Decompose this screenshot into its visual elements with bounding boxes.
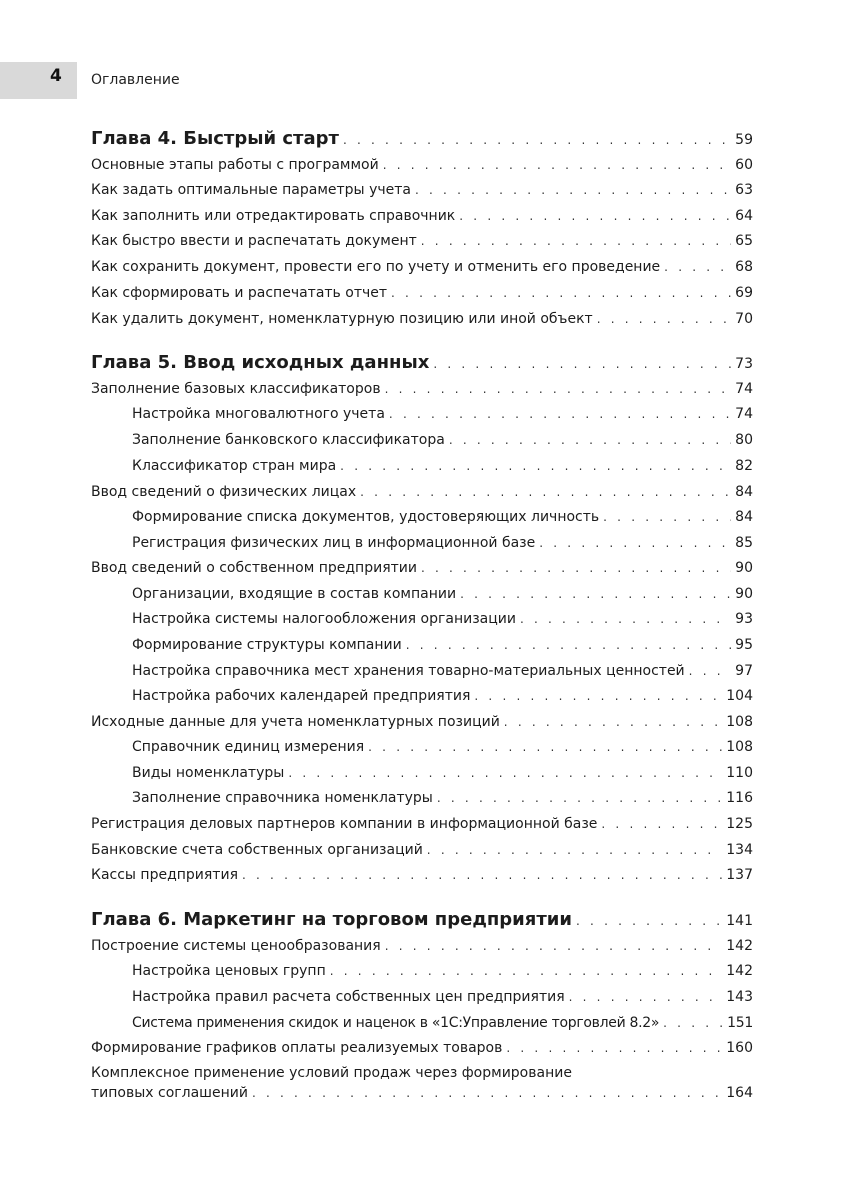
toc-page: 68	[735, 259, 753, 275]
dot-leader	[415, 183, 731, 197]
toc-page: 82	[735, 458, 753, 474]
toc-title: Настройка многовалютного учета	[132, 406, 385, 422]
toc-page: 59	[735, 132, 753, 148]
toc-title: Настройка ценовых групп	[132, 963, 326, 979]
toc-title: Кассы предприятия	[91, 867, 238, 883]
dot-leader	[459, 209, 731, 223]
toc-page: 80	[735, 432, 753, 448]
toc-title: Основные этапы работы с программой	[91, 157, 379, 173]
toc-page: 90	[735, 560, 753, 576]
dot-leader	[576, 914, 722, 928]
dot-leader	[340, 459, 731, 473]
toc-chapter-4[interactable]	[91, 128, 753, 149]
toc-page: 63	[735, 182, 753, 198]
dot-leader	[520, 612, 731, 626]
toc-title: Регистрация деловых партнеров компании в информационной базе	[91, 816, 598, 832]
toc-entry[interactable]	[91, 311, 753, 327]
toc-title: Виды номенклатуры	[132, 765, 285, 781]
toc-title: Классификатор стран мира	[132, 458, 337, 474]
toc-title: Как задать оптимальные параметры учета	[91, 182, 411, 198]
toc-title: Как заполнить или отредактировать справочник	[91, 208, 456, 224]
toc-subentry[interactable]	[132, 406, 753, 422]
toc-subentry[interactable]	[132, 790, 753, 806]
toc-page: 74	[735, 406, 753, 422]
dot-leader	[252, 1086, 722, 1100]
toc-page: 90	[735, 586, 753, 602]
dot-leader	[421, 234, 731, 248]
dot-leader	[330, 964, 723, 978]
toc-title: Заполнение справочника номенклатуры	[132, 790, 433, 806]
dot-leader	[343, 133, 731, 147]
dot-leader	[391, 286, 731, 300]
toc-page: 125	[726, 816, 753, 832]
toc-page: 141	[726, 913, 753, 929]
toc-page: 65	[735, 233, 753, 249]
toc-entry[interactable]	[91, 560, 753, 576]
dot-leader	[449, 433, 731, 447]
toc-title: Справочник единиц измерения	[132, 739, 365, 755]
page-number: 4	[50, 66, 62, 86]
dot-leader	[504, 715, 722, 729]
toc-subentry[interactable]	[132, 509, 753, 525]
toc-page: 143	[726, 989, 753, 1005]
toc-page: 70	[735, 311, 753, 327]
toc-subentry[interactable]	[132, 1015, 753, 1031]
dot-leader	[433, 357, 731, 371]
toc-title: Настройка системы налогообложения организации	[132, 611, 516, 627]
toc-title: Построение системы ценообразования	[91, 938, 381, 954]
toc-entry-line-2[interactable]	[91, 1085, 753, 1101]
toc-title: Глава 4. Быстрый старт	[91, 128, 339, 149]
dot-leader	[474, 689, 722, 703]
toc-page: 69	[735, 285, 753, 301]
toc-page: 137	[726, 867, 753, 883]
toc-page: 108	[726, 739, 753, 755]
toc-title: Ввод сведений о собственном предприятии	[91, 560, 417, 576]
toc-chapter-6[interactable]	[91, 909, 753, 930]
dot-leader	[506, 1041, 722, 1055]
toc-page: 142	[726, 938, 753, 954]
toc-page: 164	[726, 1085, 753, 1101]
toc-entry[interactable]	[91, 842, 753, 858]
toc-page: 95	[735, 637, 753, 653]
toc-subentry[interactable]	[132, 739, 753, 755]
toc-title: Глава 6. Маркетинг на торговом предприятии	[91, 909, 573, 930]
toc-entry[interactable]	[91, 714, 753, 730]
dot-leader	[385, 382, 732, 396]
toc-entry[interactable]	[91, 233, 753, 249]
toc-entry[interactable]	[91, 867, 753, 883]
toc-title: Как сохранить документ, провести его по учету и отменить его проведение	[91, 259, 661, 275]
toc-title: Исходные данные для учета номенклатурных позиций	[91, 714, 500, 730]
toc-title: Как быстро ввести и распечатать документ	[91, 233, 417, 249]
toc-page: 104	[726, 688, 753, 704]
toc-entry[interactable]	[91, 157, 753, 173]
toc-subentry[interactable]	[132, 963, 753, 979]
toc-title: Формирование структуры компании	[132, 637, 402, 653]
toc-title: Система применения скидок и наценок в «1С:Управление торговлей 8.2»	[132, 1015, 660, 1031]
toc-subentry[interactable]	[132, 586, 753, 602]
toc-subentry[interactable]	[132, 663, 753, 679]
dot-leader	[406, 638, 731, 652]
toc-page: 84	[735, 484, 753, 500]
dot-leader	[421, 561, 731, 575]
toc-page: 84	[735, 509, 753, 525]
toc-entry[interactable]	[91, 381, 753, 397]
toc-title: Как удалить документ, номенклатурную позицию или иной объект	[91, 311, 593, 327]
toc-page: 134	[726, 842, 753, 858]
toc-subentry[interactable]	[132, 432, 753, 448]
toc-page: 160	[726, 1040, 753, 1056]
toc-entry[interactable]	[91, 938, 753, 954]
toc-page: 60	[735, 157, 753, 173]
toc-entry[interactable]	[91, 208, 753, 224]
toc-title: Регистрация физических лиц в информационной базе	[132, 535, 536, 551]
toc-subentry[interactable]	[132, 989, 753, 1005]
dot-leader	[597, 312, 731, 326]
dot-leader	[288, 766, 722, 780]
toc-entry[interactable]	[91, 816, 753, 832]
toc-title: Заполнение базовых классификаторов	[91, 381, 381, 397]
toc-page: 108	[726, 714, 753, 730]
toc-title: Настройка рабочих календарей предприятия	[132, 688, 471, 704]
toc-title: Организации, входящие в состав компании	[132, 586, 457, 602]
toc-entry[interactable]	[91, 285, 753, 301]
toc-title: Банковские счета собственных организаций	[91, 842, 423, 858]
toc-entry[interactable]	[91, 259, 753, 275]
toc-page: 97	[735, 663, 753, 679]
toc-title: Глава 5. Ввод исходных данных	[91, 352, 430, 373]
toc-title: Настройка правил расчета собственных цен предприятия	[132, 989, 565, 1005]
toc-entry[interactable]	[91, 484, 753, 500]
dot-leader	[385, 939, 723, 953]
dot-leader	[663, 1016, 723, 1030]
running-head: Оглавление	[91, 72, 180, 88]
dot-leader	[539, 536, 731, 550]
toc-subentry[interactable]	[132, 535, 753, 551]
toc-title: Формирование списка документов, удостоверяющих личность	[132, 509, 600, 525]
toc-page: 74	[735, 381, 753, 397]
dot-leader	[389, 407, 731, 421]
dot-leader	[569, 990, 723, 1004]
dot-leader	[383, 158, 731, 172]
dot-leader	[603, 510, 731, 524]
toc-subentry[interactable]	[132, 458, 753, 474]
toc-subentry[interactable]	[132, 688, 753, 704]
dot-leader	[242, 868, 722, 882]
toc-title: Заполнение банковского классификатора	[132, 432, 445, 448]
toc-page: 93	[735, 611, 753, 627]
dot-leader	[368, 740, 722, 754]
dot-leader	[427, 843, 722, 857]
toc-subentry[interactable]	[132, 611, 753, 627]
toc-subentry[interactable]	[132, 765, 753, 781]
toc-page: 151	[727, 1015, 753, 1031]
toc-page: 64	[735, 208, 753, 224]
dot-leader	[360, 485, 731, 499]
toc-subentry[interactable]	[132, 637, 753, 653]
toc-page: 73	[735, 356, 753, 372]
toc-entry[interactable]	[91, 182, 753, 198]
toc-title: Ввод сведений о физических лицах	[91, 484, 357, 500]
toc-page: 110	[726, 765, 753, 781]
dot-leader	[601, 817, 722, 831]
dot-leader	[664, 260, 731, 274]
toc-title: Формирование графиков оплаты реализуемых товаров	[91, 1040, 503, 1056]
toc-page: 116	[726, 790, 753, 806]
toc-entry[interactable]	[91, 1040, 753, 1056]
dot-leader	[437, 791, 722, 805]
toc-title: типовых соглашений	[91, 1085, 248, 1101]
toc-entry-line-1[interactable]: Комплексное применение условий продаж через формирование	[91, 1065, 572, 1081]
toc-chapter-5[interactable]	[91, 352, 753, 373]
toc-title: Настройка справочника мест хранения товарно-материальных ценностей	[132, 663, 685, 679]
toc-page: 85	[735, 535, 753, 551]
dot-leader	[460, 587, 731, 601]
toc-title: Как сформировать и распечатать отчет	[91, 285, 388, 301]
toc-page: 142	[726, 963, 753, 979]
dot-leader	[689, 664, 732, 678]
